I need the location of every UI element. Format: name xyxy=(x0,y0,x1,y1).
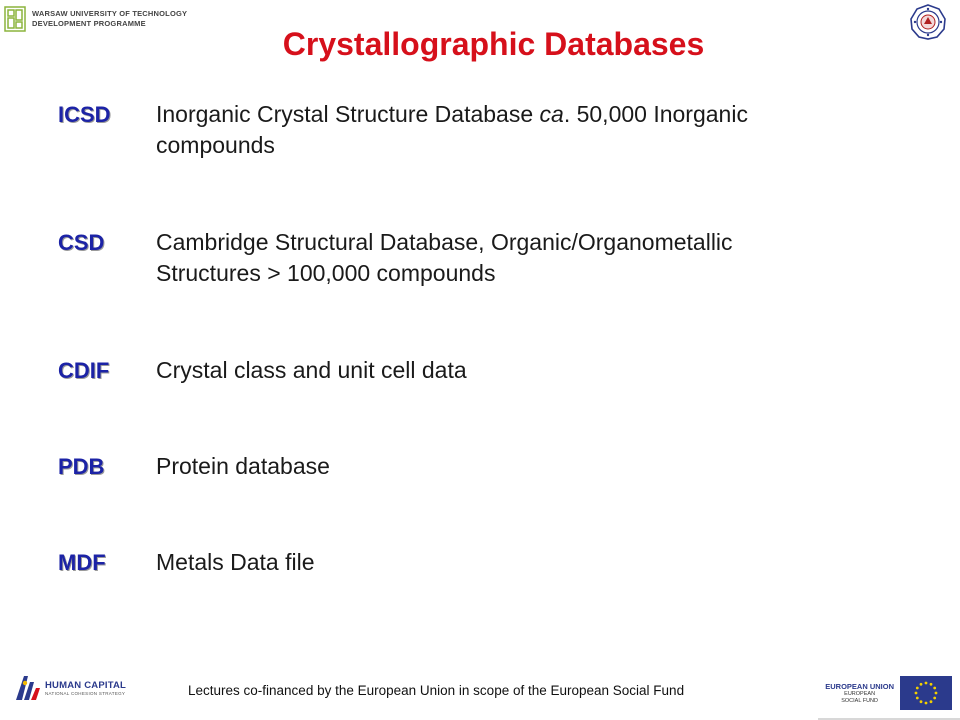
database-abbreviation: MDF xyxy=(58,550,106,575)
funding-caption: Lectures co-financed by the European Union in scope of the European Social Fund xyxy=(188,683,685,698)
database-entry-mdf xyxy=(58,551,858,578)
database-entry-icsd xyxy=(58,103,858,161)
database-abbreviation: CSD xyxy=(58,230,105,255)
database-description xyxy=(156,451,330,482)
eu-text xyxy=(825,682,894,705)
description-line-1: Protein database xyxy=(156,453,330,479)
human-capital-text xyxy=(45,680,126,696)
slide-title: Crystallographic Databases xyxy=(282,26,705,62)
database-entry-csd xyxy=(58,231,858,289)
description-text: Inorganic Crystal Structure Database xyxy=(156,101,540,127)
database-description xyxy=(156,355,467,386)
description-line-1: Cambridge Structural Database, Organic/Organometallic xyxy=(156,229,733,255)
institution-line-2: DEVELOPMENT PROGRAMME xyxy=(32,19,146,28)
database-description xyxy=(156,227,733,289)
footer xyxy=(0,660,960,720)
human-capital-icon xyxy=(12,674,42,702)
database-abbreviation: PDB xyxy=(58,454,105,479)
database-abbreviation: ICSD xyxy=(58,102,111,127)
description-line-1: Metals Data file xyxy=(156,549,315,575)
database-entry-cdif xyxy=(58,359,858,386)
eu-social-fund-logo xyxy=(825,676,952,710)
eu-line-2: EUROPEAN xyxy=(844,690,876,697)
database-description xyxy=(156,547,315,578)
description-line-1: Crystal class and unit cell data xyxy=(156,357,467,383)
human-capital-logo xyxy=(12,674,126,702)
institution-line-1: WARSAW UNIVERSITY OF TECHNOLOGY xyxy=(32,9,188,18)
description-italic: ca xyxy=(539,101,564,127)
description-text-end: . 50,000 Inorganic xyxy=(563,101,748,127)
database-description xyxy=(156,99,748,161)
description-line-1 xyxy=(156,99,748,130)
database-abbreviation: CDIF xyxy=(58,358,110,383)
eu-line-3: SOCIAL FUND xyxy=(841,697,878,704)
human-capital-subtitle: NATIONAL COHESION STRATEGY xyxy=(45,691,126,696)
database-entry-pdb xyxy=(58,455,858,482)
eu-line-1: EUROPEAN UNION xyxy=(825,681,894,691)
eu-flag-icon xyxy=(900,676,952,710)
description-line-2: compounds xyxy=(156,132,275,158)
description-line-2: Structures > 100,000 compounds xyxy=(156,260,496,286)
human-capital-title: HUMAN CAPITAL xyxy=(45,680,127,691)
